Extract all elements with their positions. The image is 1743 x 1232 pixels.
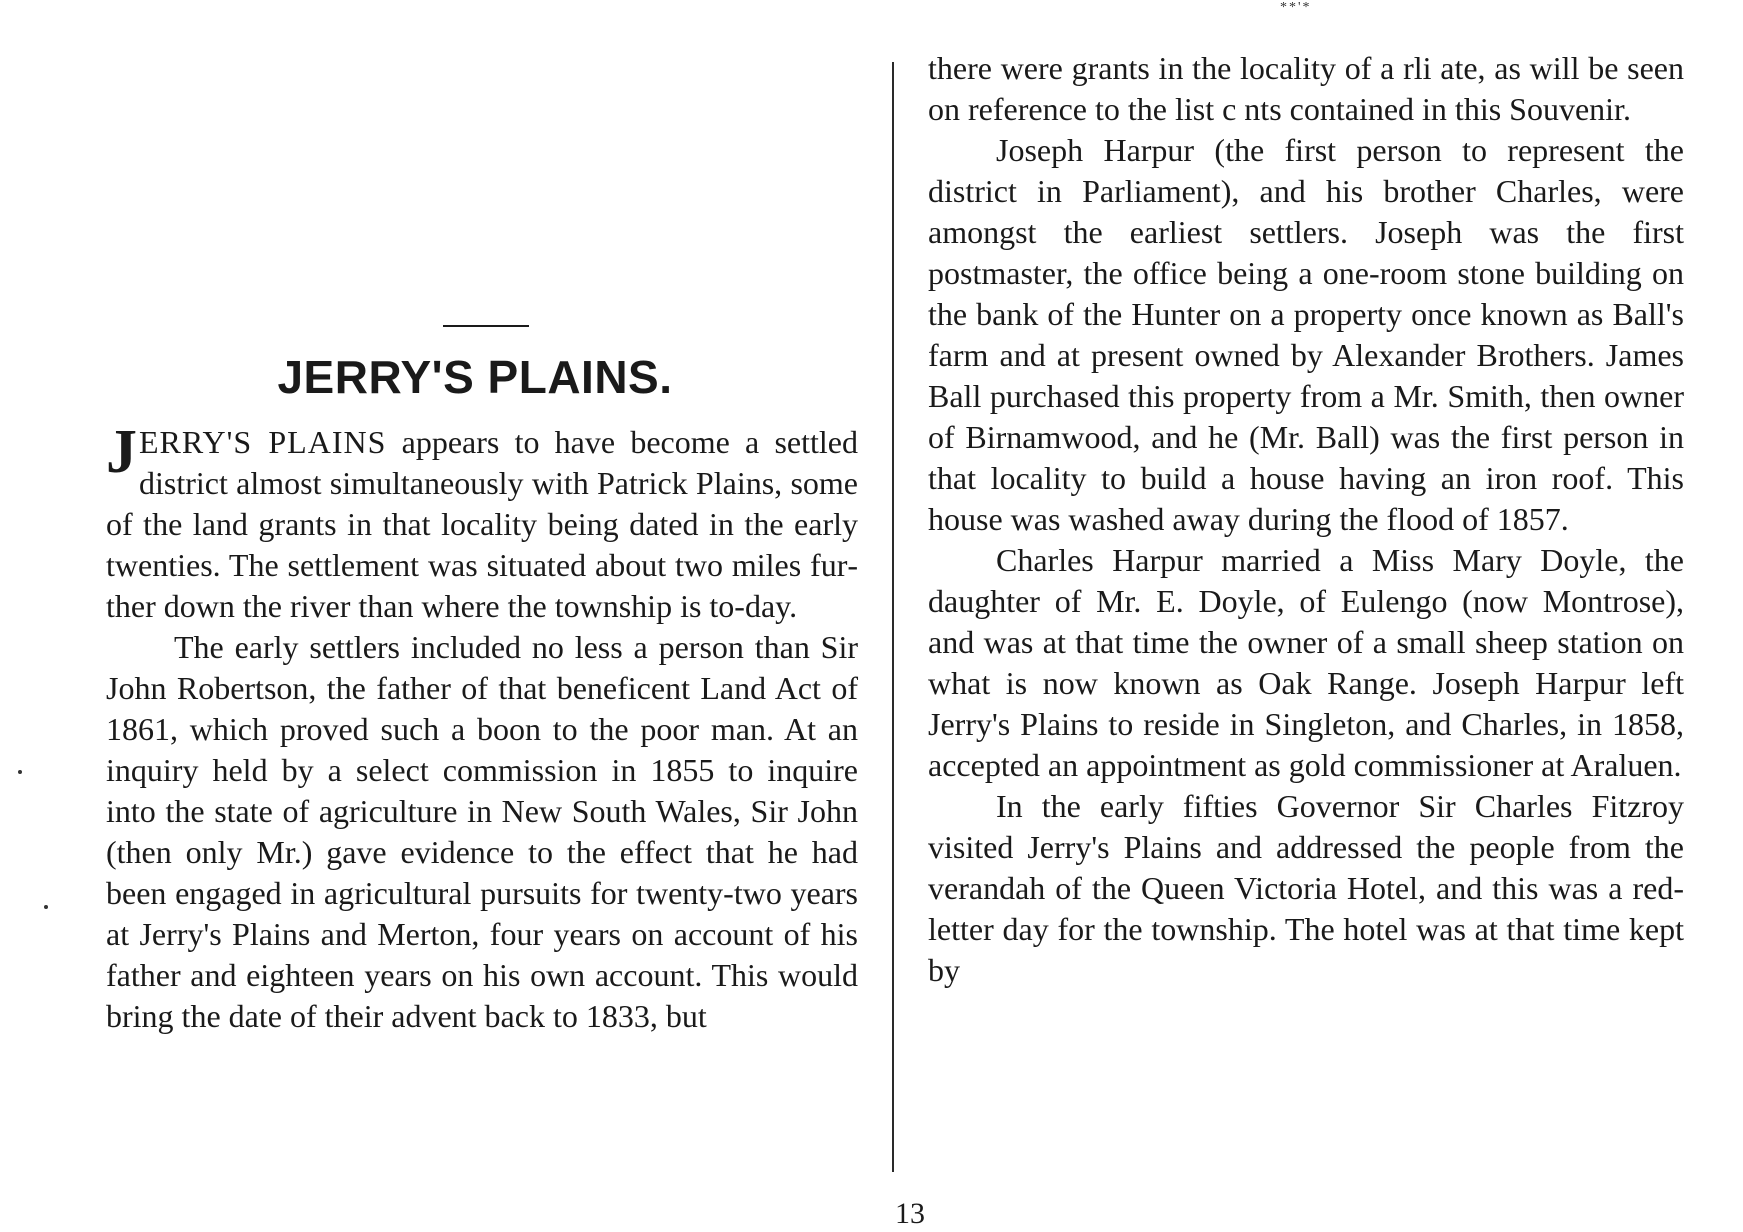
scan-speck bbox=[44, 905, 48, 909]
left-page-text bbox=[106, 418, 859, 1037]
right-paragraph-3: Charles Harpur married a Miss Mary Doyle, the daughter of Mr. E. Doyle, of Eulengo (now Montrose), and was at that time the owner of a small sheep station on what is now known as Oak Range. Joseph Harpur left Jerry's Plains to reside in Singleton, and Charles, in 1858, accepted an appointment as gold commissioner at Araluen. bbox=[928, 542, 1684, 783]
chapter-title: JERRY'S PLAINS. bbox=[277, 351, 673, 403]
left-paragraph-1-text: appears to have become a settled district almost simultaneously with Patrick Plains, some of the land grants in that locality being dated in the early twenties. The settlement was situated about two miles further down the river than where the township is to-day. bbox=[106, 424, 859, 624]
title-rule bbox=[443, 325, 529, 327]
gutter-rule bbox=[892, 62, 894, 1172]
page-number: 13 bbox=[895, 1197, 925, 1230]
right-paragraph-2: Joseph Harpur (the first person to represent the district in Parliament), and his brother Charles, were amongst the earliest settlers. Joseph was the first postmaster, the office being a one-room stone building on the bank of the Hunter on a property once known as Ball's farm and at present owned by Alexander Brothers. James Ball purchased this property from a Mr. Smith, then owner of Birnamwood, and he (Mr. Ball) was the first person in that locality to build a house having an iron roof. This house was washed away during the flood of 1857. bbox=[928, 132, 1684, 537]
right-page-text bbox=[928, 48, 1684, 991]
left-paragraph-1 bbox=[106, 418, 859, 627]
print-mark: **'* bbox=[1280, 0, 1312, 15]
drop-cap: J bbox=[106, 418, 137, 486]
small-caps-lead: ERRY'S PLAINS bbox=[139, 424, 387, 460]
right-paragraph-4: In the early fifties Governor Sir Charles Fitzroy visited Jerry's Plains and addressed the people from the verandah of the Queen Victoria Hotel, and this was a red-letter day for the township. The hotel was at that time kept by bbox=[928, 788, 1684, 988]
right-paragraph-1: there were grants in the locality of a rli ate, as will be seen on reference to the list c nts contained in this Souvenir. bbox=[928, 50, 1684, 127]
left-paragraph-2: The early settlers included no less a person than Sir John Robertson, the father of that beneficent Land Act of 1861, which proved such a boon to the poor man. At an inquiry held by a select commission in 1855 to inquire into the state of agriculture in New South Wales, Sir John (then only Mr.) gave evidence to the effect that he had been engaged in agricultural pursuits for twenty-two years at Jerry's Plains and Merton, four years on account of his father and eighteen years on his own account. This would bring the date of their advent back to 1833, but bbox=[106, 629, 858, 1034]
scan-speck bbox=[18, 770, 22, 774]
